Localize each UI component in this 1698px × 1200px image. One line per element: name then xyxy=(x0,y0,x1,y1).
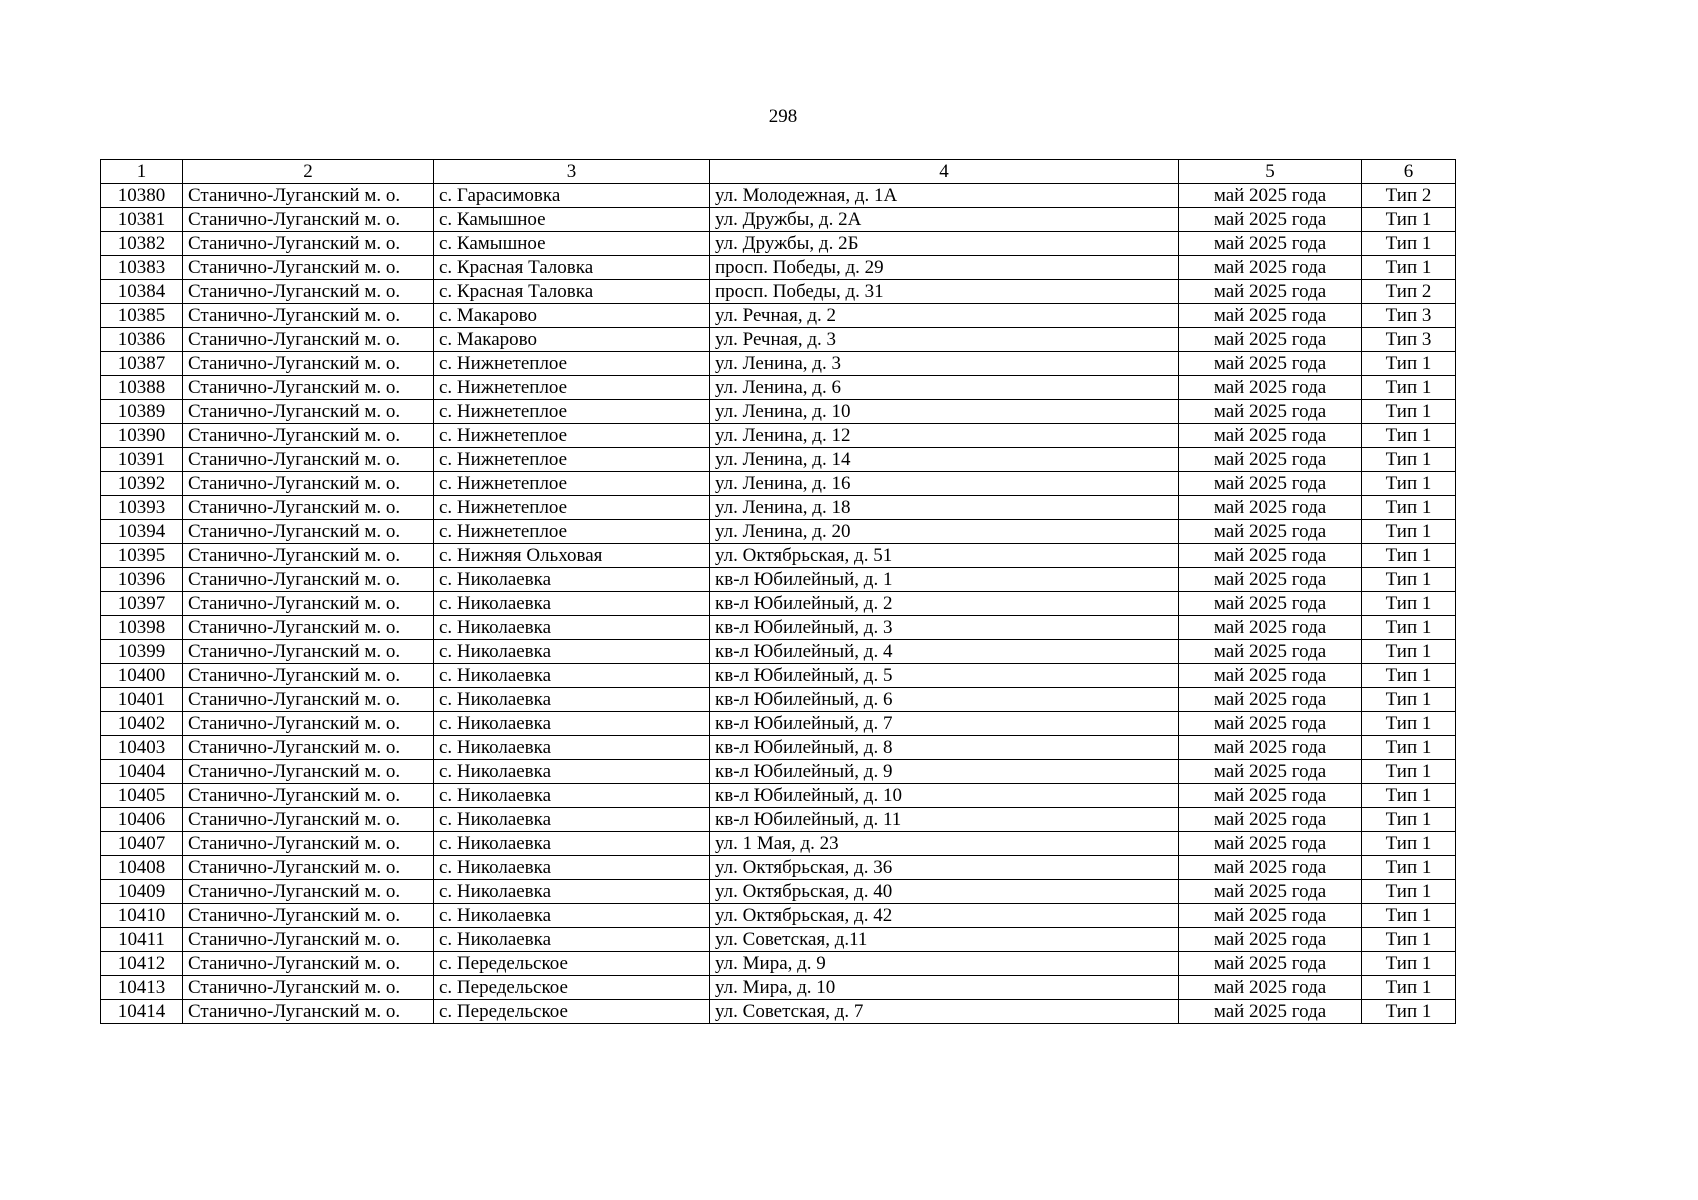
cell-num: 10411 xyxy=(101,928,183,952)
cell-date: май 2025 года xyxy=(1179,952,1362,976)
cell-date: май 2025 года xyxy=(1179,688,1362,712)
cell-settlement: с. Нижнетеплое xyxy=(434,400,710,424)
cell-type: Тип 1 xyxy=(1362,1000,1456,1024)
cell-date: май 2025 года xyxy=(1179,592,1362,616)
cell-district: Станично-Луганский м. о. xyxy=(183,880,434,904)
cell-settlement: с. Передельское xyxy=(434,1000,710,1024)
cell-type: Тип 1 xyxy=(1362,400,1456,424)
cell-date: май 2025 года xyxy=(1179,376,1362,400)
cell-address: кв-л Юбилейный, д. 2 xyxy=(710,592,1179,616)
cell-address: ул. Мира, д. 10 xyxy=(710,976,1179,1000)
cell-district: Станично-Луганский м. о. xyxy=(183,712,434,736)
cell-settlement: с. Николаевка xyxy=(434,880,710,904)
cell-address: кв-л Юбилейный, д. 11 xyxy=(710,808,1179,832)
cell-num: 10380 xyxy=(101,184,183,208)
cell-date: май 2025 года xyxy=(1179,664,1362,688)
cell-date: май 2025 года xyxy=(1179,232,1362,256)
table-row xyxy=(101,592,1456,616)
cell-address: ул. Октябрьская, д. 51 xyxy=(710,544,1179,568)
cell-num: 10395 xyxy=(101,544,183,568)
cell-date: май 2025 года xyxy=(1179,256,1362,280)
cell-address: ул. Октябрьская, д. 42 xyxy=(710,904,1179,928)
cell-date: май 2025 года xyxy=(1179,736,1362,760)
cell-num: 10414 xyxy=(101,1000,183,1024)
cell-num: 10396 xyxy=(101,568,183,592)
cell-settlement: с. Нижнетеплое xyxy=(434,424,710,448)
cell-num: 10389 xyxy=(101,400,183,424)
cell-settlement: с. Николаевка xyxy=(434,664,710,688)
table-row xyxy=(101,832,1456,856)
table-row xyxy=(101,736,1456,760)
cell-type: Тип 1 xyxy=(1362,952,1456,976)
cell-district: Станично-Луганский м. о. xyxy=(183,904,434,928)
cell-address: ул. Октябрьская, д. 40 xyxy=(710,880,1179,904)
cell-address: кв-л Юбилейный, д. 5 xyxy=(710,664,1179,688)
cell-num: 10409 xyxy=(101,880,183,904)
cell-district: Станично-Луганский м. о. xyxy=(183,808,434,832)
table-row xyxy=(101,400,1456,424)
cell-date: май 2025 года xyxy=(1179,904,1362,928)
cell-settlement: с. Николаевка xyxy=(434,784,710,808)
table-row xyxy=(101,568,1456,592)
cell-type: Тип 1 xyxy=(1362,712,1456,736)
cell-type: Тип 3 xyxy=(1362,304,1456,328)
column-header-2: 2 xyxy=(183,160,434,184)
cell-num: 10383 xyxy=(101,256,183,280)
cell-date: май 2025 года xyxy=(1179,880,1362,904)
cell-district: Станично-Луганский м. о. xyxy=(183,520,434,544)
cell-address: ул. Ленина, д. 20 xyxy=(710,520,1179,544)
cell-type: Тип 1 xyxy=(1362,928,1456,952)
cell-num: 10394 xyxy=(101,520,183,544)
cell-date: май 2025 года xyxy=(1179,520,1362,544)
cell-address: ул. Мира, д. 9 xyxy=(710,952,1179,976)
cell-address: просп. Победы, д. 29 xyxy=(710,256,1179,280)
cell-date: май 2025 года xyxy=(1179,760,1362,784)
cell-num: 10398 xyxy=(101,616,183,640)
cell-address: ул. Речная, д. 2 xyxy=(710,304,1179,328)
table-row xyxy=(101,376,1456,400)
cell-settlement: с. Камышное xyxy=(434,232,710,256)
cell-type: Тип 1 xyxy=(1362,424,1456,448)
cell-district: Станично-Луганский м. о. xyxy=(183,832,434,856)
cell-district: Станично-Луганский м. о. xyxy=(183,304,434,328)
cell-settlement: с. Николаевка xyxy=(434,760,710,784)
cell-num: 10399 xyxy=(101,640,183,664)
cell-address: кв-л Юбилейный, д. 1 xyxy=(710,568,1179,592)
column-header-6: 6 xyxy=(1362,160,1456,184)
cell-type: Тип 1 xyxy=(1362,376,1456,400)
table-row xyxy=(101,760,1456,784)
cell-address: ул. Молодежная, д. 1А xyxy=(710,184,1179,208)
table-row xyxy=(101,880,1456,904)
cell-num: 10385 xyxy=(101,304,183,328)
cell-address: ул. Ленина, д. 12 xyxy=(710,424,1179,448)
cell-settlement: с. Камышное xyxy=(434,208,710,232)
cell-district: Станично-Луганский м. о. xyxy=(183,376,434,400)
cell-address: ул. Советская, д. 7 xyxy=(710,1000,1179,1024)
table-row xyxy=(101,904,1456,928)
cell-district: Станично-Луганский м. о. xyxy=(183,328,434,352)
cell-district: Станично-Луганский м. о. xyxy=(183,280,434,304)
cell-district: Станично-Луганский м. о. xyxy=(183,592,434,616)
cell-address: кв-л Юбилейный, д. 7 xyxy=(710,712,1179,736)
cell-district: Станично-Луганский м. о. xyxy=(183,400,434,424)
cell-district: Станично-Луганский м. о. xyxy=(183,640,434,664)
table-row xyxy=(101,472,1456,496)
cell-district: Станично-Луганский м. о. xyxy=(183,448,434,472)
cell-num: 10413 xyxy=(101,976,183,1000)
cell-date: май 2025 года xyxy=(1179,712,1362,736)
cell-type: Тип 1 xyxy=(1362,256,1456,280)
cell-date: май 2025 года xyxy=(1179,424,1362,448)
cell-date: май 2025 года xyxy=(1179,184,1362,208)
cell-district: Станично-Луганский м. о. xyxy=(183,184,434,208)
cell-type: Тип 1 xyxy=(1362,664,1456,688)
cell-district: Станично-Луганский м. о. xyxy=(183,424,434,448)
table-row xyxy=(101,304,1456,328)
cell-type: Тип 1 xyxy=(1362,808,1456,832)
column-header-1: 1 xyxy=(101,160,183,184)
cell-date: май 2025 года xyxy=(1179,1000,1362,1024)
cell-address: ул. Октябрьская, д. 36 xyxy=(710,856,1179,880)
table-row xyxy=(101,952,1456,976)
cell-district: Станично-Луганский м. о. xyxy=(183,976,434,1000)
cell-settlement: с. Нижнетеплое xyxy=(434,520,710,544)
cell-district: Станично-Луганский м. о. xyxy=(183,856,434,880)
cell-type: Тип 1 xyxy=(1362,976,1456,1000)
cell-date: май 2025 года xyxy=(1179,496,1362,520)
table-row xyxy=(101,328,1456,352)
cell-settlement: с. Гарасимовка xyxy=(434,184,710,208)
table-row xyxy=(101,544,1456,568)
cell-settlement: с. Нижнетеплое xyxy=(434,352,710,376)
cell-date: май 2025 года xyxy=(1179,544,1362,568)
cell-type: Тип 1 xyxy=(1362,520,1456,544)
cell-district: Станично-Луганский м. о. xyxy=(183,232,434,256)
data-table xyxy=(100,159,1456,1024)
cell-type: Тип 3 xyxy=(1362,328,1456,352)
cell-date: май 2025 года xyxy=(1179,448,1362,472)
cell-settlement: с. Николаевка xyxy=(434,688,710,712)
table-row xyxy=(101,688,1456,712)
cell-settlement: с. Николаевка xyxy=(434,640,710,664)
cell-num: 10387 xyxy=(101,352,183,376)
cell-settlement: с. Красная Таловка xyxy=(434,280,710,304)
table-row xyxy=(101,352,1456,376)
cell-type: Тип 1 xyxy=(1362,832,1456,856)
table-row xyxy=(101,1000,1456,1024)
cell-num: 10386 xyxy=(101,328,183,352)
cell-address: кв-л Юбилейный, д. 4 xyxy=(710,640,1179,664)
cell-settlement: с. Красная Таловка xyxy=(434,256,710,280)
cell-type: Тип 1 xyxy=(1362,784,1456,808)
table-row xyxy=(101,184,1456,208)
cell-date: май 2025 года xyxy=(1179,208,1362,232)
cell-date: май 2025 года xyxy=(1179,856,1362,880)
cell-address: кв-л Юбилейный, д. 6 xyxy=(710,688,1179,712)
cell-settlement: с. Нижнетеплое xyxy=(434,376,710,400)
table-row xyxy=(101,928,1456,952)
cell-num: 10405 xyxy=(101,784,183,808)
cell-type: Тип 1 xyxy=(1362,616,1456,640)
cell-num: 10407 xyxy=(101,832,183,856)
cell-date: май 2025 года xyxy=(1179,976,1362,1000)
page-number: 298 xyxy=(768,106,798,127)
table-row xyxy=(101,208,1456,232)
cell-num: 10404 xyxy=(101,760,183,784)
cell-num: 10382 xyxy=(101,232,183,256)
cell-district: Станично-Луганский м. о. xyxy=(183,208,434,232)
cell-date: май 2025 года xyxy=(1179,568,1362,592)
cell-num: 10410 xyxy=(101,904,183,928)
cell-settlement: с. Николаевка xyxy=(434,832,710,856)
cell-type: Тип 1 xyxy=(1362,472,1456,496)
cell-date: май 2025 года xyxy=(1179,640,1362,664)
cell-settlement: с. Нижнетеплое xyxy=(434,472,710,496)
cell-district: Станично-Луганский м. о. xyxy=(183,352,434,376)
cell-type: Тип 1 xyxy=(1362,904,1456,928)
cell-settlement: с. Николаевка xyxy=(434,928,710,952)
cell-type: Тип 1 xyxy=(1362,544,1456,568)
cell-settlement: с. Макарово xyxy=(434,328,710,352)
cell-num: 10381 xyxy=(101,208,183,232)
table-header xyxy=(101,160,1456,184)
cell-address: кв-л Юбилейный, д. 10 xyxy=(710,784,1179,808)
cell-address: ул. Ленина, д. 6 xyxy=(710,376,1179,400)
table-row xyxy=(101,976,1456,1000)
cell-settlement: с. Николаевка xyxy=(434,856,710,880)
cell-district: Станично-Луганский м. о. xyxy=(183,568,434,592)
cell-num: 10402 xyxy=(101,712,183,736)
cell-type: Тип 1 xyxy=(1362,760,1456,784)
cell-district: Станично-Луганский м. о. xyxy=(183,544,434,568)
cell-type: Тип 1 xyxy=(1362,208,1456,232)
cell-settlement: с. Нижнетеплое xyxy=(434,448,710,472)
cell-type: Тип 1 xyxy=(1362,568,1456,592)
cell-settlement: с. Макарово xyxy=(434,304,710,328)
table-row xyxy=(101,808,1456,832)
cell-district: Станично-Луганский м. о. xyxy=(183,952,434,976)
cell-settlement: с. Николаевка xyxy=(434,592,710,616)
cell-address: ул. Ленина, д. 10 xyxy=(710,400,1179,424)
table-row xyxy=(101,232,1456,256)
cell-district: Станично-Луганский м. о. xyxy=(183,784,434,808)
cell-district: Станично-Луганский м. о. xyxy=(183,688,434,712)
table-row xyxy=(101,640,1456,664)
table-row xyxy=(101,448,1456,472)
column-header-4: 4 xyxy=(710,160,1179,184)
cell-num: 10384 xyxy=(101,280,183,304)
cell-date: май 2025 года xyxy=(1179,328,1362,352)
cell-date: май 2025 года xyxy=(1179,304,1362,328)
cell-settlement: с. Николаевка xyxy=(434,736,710,760)
table-row xyxy=(101,664,1456,688)
table-row xyxy=(101,712,1456,736)
cell-date: май 2025 года xyxy=(1179,616,1362,640)
cell-num: 10403 xyxy=(101,736,183,760)
cell-district: Станично-Луганский м. о. xyxy=(183,760,434,784)
cell-type: Тип 1 xyxy=(1362,880,1456,904)
table-row xyxy=(101,280,1456,304)
cell-num: 10390 xyxy=(101,424,183,448)
cell-settlement: с. Николаевка xyxy=(434,808,710,832)
cell-type: Тип 1 xyxy=(1362,592,1456,616)
cell-type: Тип 1 xyxy=(1362,856,1456,880)
cell-settlement: с. Нижнетеплое xyxy=(434,496,710,520)
cell-settlement: с. Передельское xyxy=(434,952,710,976)
table-row xyxy=(101,496,1456,520)
cell-type: Тип 2 xyxy=(1362,280,1456,304)
cell-address: ул. Ленина, д. 3 xyxy=(710,352,1179,376)
cell-settlement: с. Николаевка xyxy=(434,616,710,640)
cell-date: май 2025 года xyxy=(1179,400,1362,424)
table-row xyxy=(101,520,1456,544)
cell-settlement: с. Николаевка xyxy=(434,712,710,736)
cell-type: Тип 1 xyxy=(1362,688,1456,712)
table-row xyxy=(101,784,1456,808)
cell-type: Тип 1 xyxy=(1362,496,1456,520)
cell-address: просп. Победы, д. 31 xyxy=(710,280,1179,304)
cell-district: Станично-Луганский м. о. xyxy=(183,616,434,640)
cell-type: Тип 1 xyxy=(1362,736,1456,760)
cell-address: ул. Дружбы, д. 2А xyxy=(710,208,1179,232)
cell-settlement: с. Передельское xyxy=(434,976,710,1000)
cell-settlement: с. Нижняя Ольховая xyxy=(434,544,710,568)
cell-address: ул. Речная, д. 3 xyxy=(710,328,1179,352)
cell-address: ул. Ленина, д. 16 xyxy=(710,472,1179,496)
cell-num: 10393 xyxy=(101,496,183,520)
table-row xyxy=(101,256,1456,280)
cell-num: 10397 xyxy=(101,592,183,616)
cell-settlement: с. Николаевка xyxy=(434,568,710,592)
cell-address: кв-л Юбилейный, д. 8 xyxy=(710,736,1179,760)
cell-district: Станично-Луганский м. о. xyxy=(183,496,434,520)
cell-date: май 2025 года xyxy=(1179,832,1362,856)
cell-district: Станично-Луганский м. о. xyxy=(183,472,434,496)
cell-district: Станично-Луганский м. о. xyxy=(183,664,434,688)
column-header-3: 3 xyxy=(434,160,710,184)
cell-date: май 2025 года xyxy=(1179,472,1362,496)
cell-date: май 2025 года xyxy=(1179,808,1362,832)
cell-date: май 2025 года xyxy=(1179,928,1362,952)
cell-address: кв-л Юбилейный, д. 9 xyxy=(710,760,1179,784)
table-row xyxy=(101,616,1456,640)
table-row xyxy=(101,856,1456,880)
cell-district: Станично-Луганский м. о. xyxy=(183,256,434,280)
cell-address: кв-л Юбилейный, д. 3 xyxy=(710,616,1179,640)
cell-settlement: с. Николаевка xyxy=(434,904,710,928)
cell-date: май 2025 года xyxy=(1179,280,1362,304)
cell-num: 10408 xyxy=(101,856,183,880)
table-body xyxy=(101,184,1456,1024)
cell-address: ул. Дружбы, д. 2Б xyxy=(710,232,1179,256)
cell-date: май 2025 года xyxy=(1179,352,1362,376)
cell-num: 10401 xyxy=(101,688,183,712)
cell-type: Тип 1 xyxy=(1362,232,1456,256)
cell-num: 10388 xyxy=(101,376,183,400)
cell-address: ул. 1 Мая, д. 23 xyxy=(710,832,1179,856)
cell-num: 10391 xyxy=(101,448,183,472)
cell-type: Тип 1 xyxy=(1362,640,1456,664)
table-row xyxy=(101,424,1456,448)
cell-district: Станично-Луганский м. о. xyxy=(183,928,434,952)
cell-date: май 2025 года xyxy=(1179,784,1362,808)
header-row xyxy=(101,160,1456,184)
cell-num: 10412 xyxy=(101,952,183,976)
cell-type: Тип 2 xyxy=(1362,184,1456,208)
cell-address: ул. Советская, д.11 xyxy=(710,928,1179,952)
cell-district: Станично-Луганский м. о. xyxy=(183,1000,434,1024)
cell-num: 10400 xyxy=(101,664,183,688)
cell-district: Станично-Луганский м. о. xyxy=(183,736,434,760)
cell-type: Тип 1 xyxy=(1362,448,1456,472)
cell-type: Тип 1 xyxy=(1362,352,1456,376)
cell-num: 10392 xyxy=(101,472,183,496)
column-header-5: 5 xyxy=(1179,160,1362,184)
cell-num: 10406 xyxy=(101,808,183,832)
cell-address: ул. Ленина, д. 18 xyxy=(710,496,1179,520)
cell-address: ул. Ленина, д. 14 xyxy=(710,448,1179,472)
